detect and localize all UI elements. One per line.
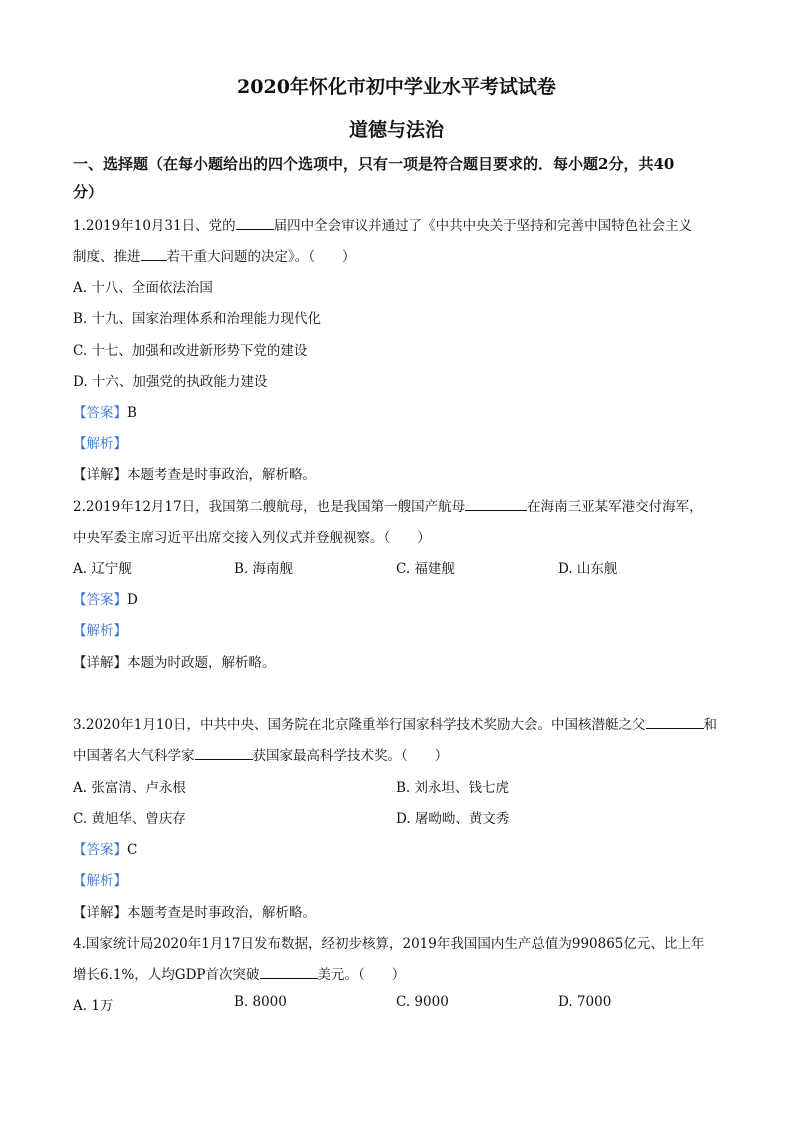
q2-option-b: B. 海南舰 [234,561,294,577]
detail-text: 本题考查是时事政治，解析略。 [127,905,316,921]
q2-text-part: 2.2019年12月17日，我国第二艘航母，也是我国第一艘国产航母 [73,499,466,515]
detail-tag: 【详解】 [73,655,127,671]
q2-answer [73,588,138,608]
analysis-tag: 【解析】 [73,623,127,639]
q2-detail [73,651,276,671]
answer-tag: 【答案】 [73,592,127,608]
q4-option-d: D. 7000 [558,994,612,1010]
section-heading: 一、选择题（在每小题给出的四个选项中，只有一项是符合题目要求的．每小题2分，共40 [73,155,675,173]
question-4-text-cont [73,963,405,983]
exam-subject: 道德与法治 [348,119,444,141]
answer-blank [195,746,253,761]
q3-text-part: 获国家最高科学技术奖。（ ） [252,748,449,764]
detail-text: 本题为时政题，解析略。 [127,655,276,671]
q3-option-a: A. 张富清、卢永根 [73,780,186,796]
question-2-text [73,495,703,515]
question-3-text-cont [73,744,448,764]
question-3-text [73,713,717,733]
section-heading-cont: 分） [73,183,104,201]
q1-detail [73,463,316,483]
q4-option-b: B. 8000 [234,994,287,1010]
q1-analysis [73,432,127,452]
q1-option-d: D. 十六、加强党的执政能力建设 [73,374,268,390]
q3-option-b: B. 刘永坦、钱七虎 [396,780,510,796]
answer-value: D [127,592,138,608]
q2-text-part: 在海南三亚某军港交付海军， [527,499,703,515]
q4-option-c: C. 9000 [396,994,449,1010]
q2-analysis [73,619,127,639]
question-4-text: 4.国家统计局2020年1月17日发布数据，经初步核算，2019年我国国内生产总值为990865亿元、比上年 [73,936,705,952]
q3-option-c: C. 黄旭华、曾庆存 [73,811,186,827]
q2-option-a: A. 辽宁舰 [73,561,132,577]
q1-text-part: 届四中全会审议并通过了《中共中央关于坚持和完善中国特色社会主义 [273,218,693,234]
q3-analysis [73,869,127,889]
q4-option-a: A. 1万 [73,998,114,1014]
answer-blank [465,497,527,512]
detail-tag: 【详解】 [73,905,127,921]
q1-text-part: 1.2019年10月31日、党的 [73,218,236,234]
answer-blank [646,715,704,730]
q3-option-d: D. 屠呦呦、黄文秀 [396,811,510,827]
answer-value: B [127,405,137,421]
q1-text-part: 制度、推进 [73,249,141,265]
question-1-text [73,214,692,234]
q3-text-part: 和 [703,717,718,733]
q4-text-part: 增长6.1%，人均GDP首次突破 [73,967,260,983]
answer-tag: 【答案】 [73,405,127,421]
answer-tag: 【答案】 [73,842,127,858]
q1-option-c: C. 十七、加强和改进新形势下党的建设 [73,343,308,359]
answer-blank [236,216,274,231]
detail-text: 本题考查是时事政治，解析略。 [127,467,316,483]
analysis-tag: 【解析】 [73,436,127,452]
q1-option-a: A. 十八、全面依法治国 [73,280,213,296]
q3-answer [73,838,137,858]
q1-answer [73,401,137,421]
q3-text-part: 3.2020年1月10日，中共中央、国务院在北京隆重举行国家科学技术奖励大会。中国核潜艇之父 [73,717,646,733]
analysis-tag: 【解析】 [73,873,127,889]
question-2-text-cont: 中央军委主席习近平出席交接入列仪式并登舰视察。（ ） [73,530,431,546]
answer-value: C [127,842,138,858]
exam-title: 2020年怀化市初中学业水平考试试卷 [237,76,556,98]
q1-text-part: 若干重大问题的决定》。（ ） [166,249,356,265]
question-1-text-cont [73,245,356,265]
answer-blank [141,247,167,262]
q2-option-c: C. 福建舰 [396,561,455,577]
q3-detail [73,901,316,921]
q2-option-d: D. 山东舰 [558,561,618,577]
q1-option-b: B. 十九、国家治理体系和治理能力现代化 [73,311,322,327]
answer-blank [260,965,318,980]
detail-tag: 【详解】 [73,467,127,483]
q4-text-part: 美元。（ ） [317,967,406,983]
q3-text-part: 中国著名大气科学家 [73,748,195,764]
